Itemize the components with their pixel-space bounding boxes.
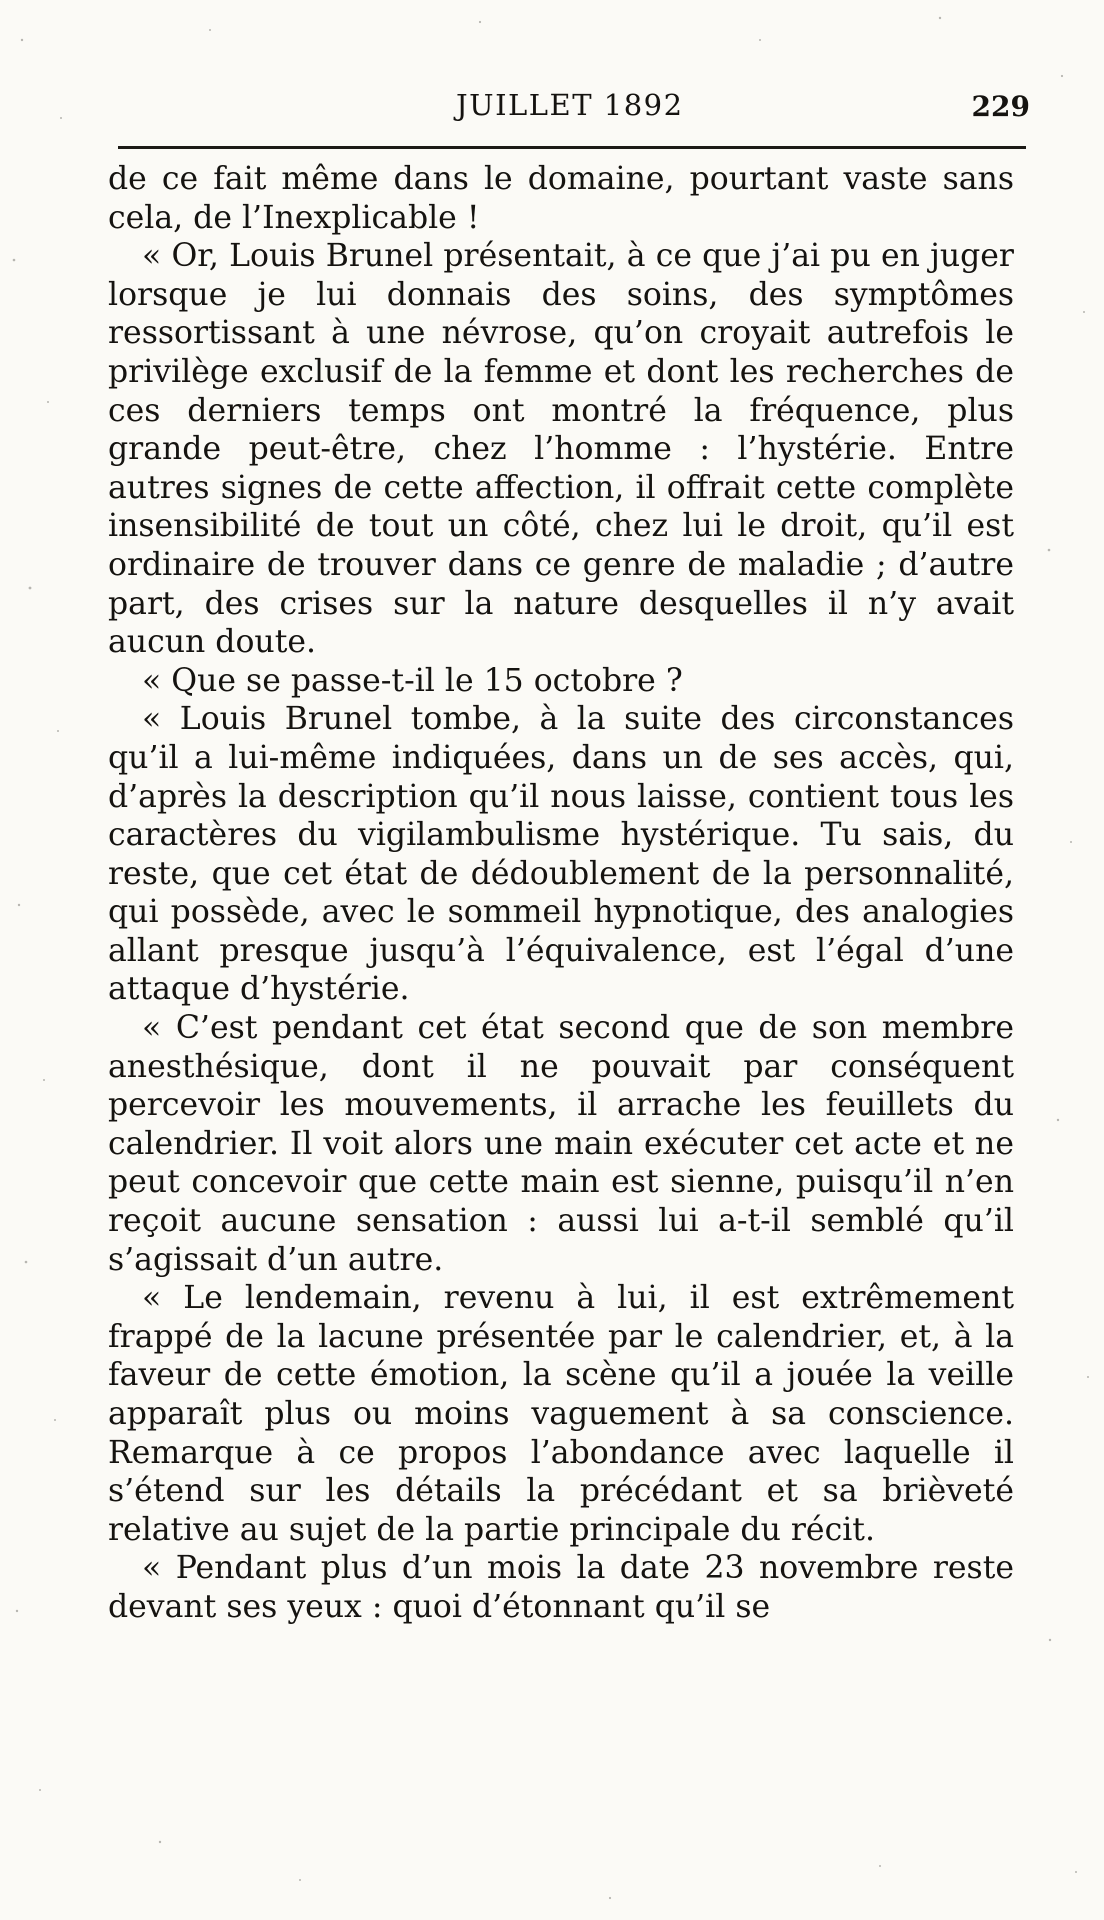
paragraph-5: « C’est pendant cet état second que de son membre anesthésique, dont il ne pouvait par conséquent percevoir les mouvements, il arrache les feuillets du calendrier. Il voit alors une main exécuter cet acte et ne peut concevoir que cette main est sienne, puisqu’il n’en reçoit aucune sensation : aussi lui a-t-il semblé qu’il s’agissait d’un autre. <box>108 1010 1014 1278</box>
page-number: 229 <box>971 90 1030 123</box>
paragraph-4: « Louis Brunel tombe, à la suite des circonstances qu’il a lui-même indiquées, dans un de ses accès, qui, d’après la description qu’il nous laisse, contient tous les caractères du vigilambulisme hystérique. Tu sais, du reste, que cet état de dédoublement de la personnalité, qui possède, avec le sommeil hypnotique, des analogies allant presque jusqu’à l’équivalence, est l’égal d’une attaque d’hystérie. <box>108 701 1014 1008</box>
paragraph-6: « Le lendemain, revenu à lui, il est extrêmement frappé de la lacune présentée par le calendrier, et, à la faveur de cette émotion, la scène qu’il a jouée la veille apparaît plus ou moins vaguement à sa conscience. Remarque à ce propos l’abondance avec laquelle il s’étend sur les détails la précédant et sa brièveté relative au sujet de la partie principale du récit. <box>108 1280 1014 1548</box>
running-title: JUILLET 1892 <box>456 88 684 122</box>
header-rule <box>118 146 1026 149</box>
running-header <box>118 86 1030 130</box>
paragraph-7: « Pendant plus d’un mois la date 23 novembre reste devant ses yeux : quoi d’étonnant qu’il se <box>108 1550 1014 1625</box>
paragraph-2: « Or, Louis Brunel présentait, à ce que j’ai pu en juger lorsque je lui donnais des soins, des symptômes ressortissant à une névrose, qu’on croyait autrefois le privilège exclusif de la femme et dont les recherches de ces derniers temps ont montré la fréquence, plus grande peut-être, chez l’homme : l’hystérie. Entre autres signes de cette affection, il offrait cette complète insensibilité de tout un côté, chez lui le droit, qu’il est ordinaire de trouver dans ce genre de maladie ; d’autre part, des crises sur la nature desquelles il n’y avait aucun doute. <box>108 238 1014 661</box>
paragraph-3: « Que se passe-t-il le 15 octobre ? <box>142 662 683 699</box>
body-text <box>108 160 1014 1627</box>
paragraph-1: de ce fait même dans le domaine, pourtant vaste sans cela, de l’Inexplicable ! <box>108 161 1014 236</box>
